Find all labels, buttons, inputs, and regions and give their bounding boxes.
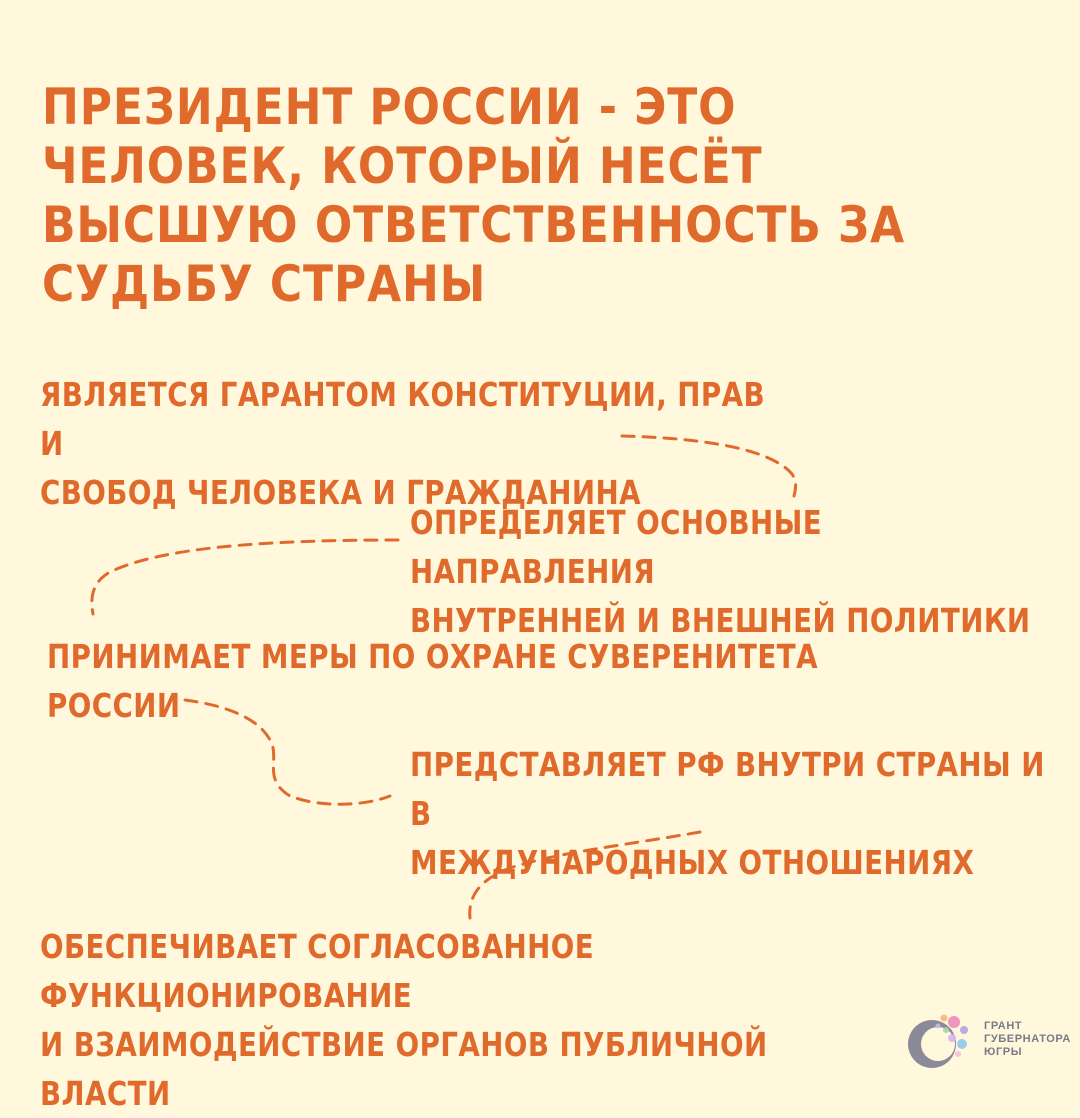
headline: ПРЕЗИДЕНТ РОССИИ - ЭТО ЧЕЛОВЕК, КОТОРЫЙ НЕСЁТ ВЫСШУЮ ОТВЕТСТВЕННОСТЬ ЗА СУДЬБУ СТРАНЫ	[42, 78, 906, 313]
grant-logo-icon	[904, 1010, 970, 1072]
grant-logo	[904, 1006, 1074, 1072]
logo-line-2: ГУБЕРНАТОРА	[984, 1033, 1071, 1045]
point-coordination: ОБЕСПЕЧИВАЕТ СОГЛАСОВАННОЕ ФУНКЦИОНИРОВАНИЕ И ВЗАИМОДЕЙСТВИЕ ОРГАНОВ ПУБЛИЧНОЙ ВЛАСТИ	[40, 927, 768, 1113]
grant-logo-text	[984, 1020, 1071, 1059]
logo-line-1: ГРАНТ	[984, 1020, 1023, 1032]
point-representation: ПРЕДСТАВЛЯЕТ РФ ВНУТРИ СТРАНЫ И В МЕЖДУНАРОДНЫХ ОТНОШЕНИЯХ	[410, 745, 1045, 882]
connector-2-to-3	[92, 540, 398, 614]
connector-3-to-4	[185, 700, 390, 804]
connector-4-to-5	[470, 832, 700, 918]
point-sovereignty: ПРИНИМАЕТ МЕРЫ ПО ОХРАНЕ СУВЕРЕНИТЕТА РОССИИ	[47, 637, 818, 725]
point-policy: ОПРЕДЕЛЯЕТ ОСНОВНЫЕ НАПРАВЛЕНИЯ ВНУТРЕННЕЙ И ВНЕШНЕЙ ПОЛИТИКИ	[410, 503, 1031, 640]
logo-line-3: ЮГРЫ	[984, 1046, 1023, 1058]
connector-1-to-2	[622, 436, 796, 496]
point-guarantor: ЯВЛЯЕТСЯ ГАРАНТОМ КОНСТИТУЦИИ, ПРАВ И СВОБОД ЧЕЛОВЕКА И ГРАЖДАНИНА	[40, 375, 766, 512]
